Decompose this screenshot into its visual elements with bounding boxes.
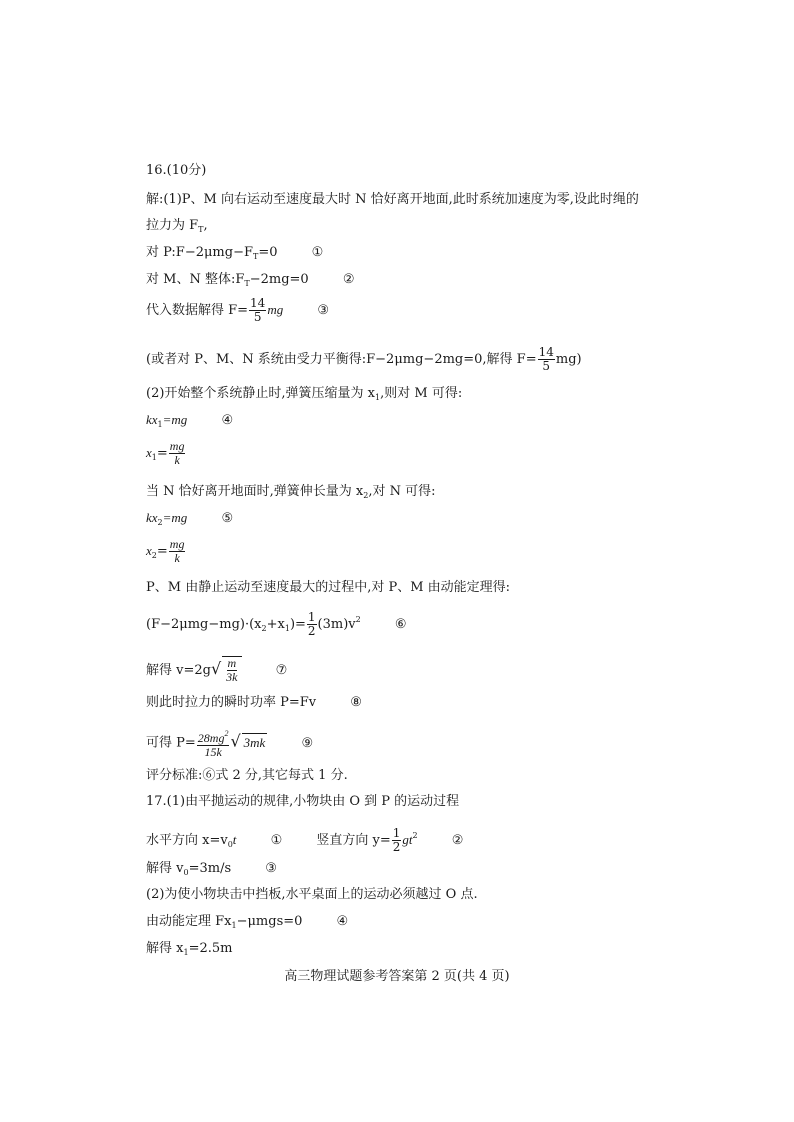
- h-pre: 水平方向 x=v: [146, 833, 228, 848]
- q17-r1: [146, 860, 277, 882]
- x1-eq: =: [156, 446, 168, 461]
- q16-eq5: [146, 509, 233, 532]
- n-text: 当 N 恰好离开地面时,弹簧伸长量为 x: [146, 484, 364, 499]
- eq5-post: =mg: [162, 510, 188, 525]
- r1-pre: 解得 v: [146, 861, 184, 876]
- eq3-fraction: $\frac{14}{5}$: [250, 296, 266, 324]
- eq7-pre: 解得 v=2g: [146, 663, 211, 678]
- x2-pre: x: [146, 543, 152, 558]
- eq6-d: (3m)v: [317, 617, 356, 632]
- p2-text: (2)开始整个系统静止时,弹簧压缩量为 x: [146, 386, 376, 401]
- q17-line1: 17.(1)由平抛运动的规律,小物块由 O 到 P 的运动过程: [146, 794, 460, 809]
- q16-eq2: [146, 271, 354, 293]
- r2-pre: 解得 x: [146, 941, 184, 956]
- eq9-mark: ⑨: [301, 735, 314, 751]
- sqrt-icon: √: [210, 659, 222, 678]
- x1-fraction: $\frac{mg}{k}$: [169, 439, 185, 467]
- q16-x2: [146, 538, 186, 565]
- x2-fraction: $\frac{mg}{k}$: [169, 537, 185, 565]
- eq4-mark: ④: [221, 413, 234, 428]
- q16-eq1: [146, 244, 323, 266]
- p2-post: ,则对 M 可得:: [380, 386, 463, 401]
- x1-sub: 1: [151, 453, 157, 462]
- eq5-mark: ⑤: [221, 511, 234, 526]
- p2-sub: 1: [375, 393, 381, 402]
- eq2-sub: T: [244, 279, 250, 288]
- eq6-s1: 1: [284, 624, 290, 633]
- eq6-s2: 2: [261, 624, 267, 633]
- eq7-fraction: $\frac{m}{3k}$: [226, 656, 238, 684]
- eq1-sub: T: [253, 252, 259, 261]
- e4-post: −μmgs=0: [236, 914, 303, 929]
- eq8-mark: ⑧: [350, 695, 362, 710]
- q16-eq8: [146, 694, 362, 712]
- h-mark: ①: [270, 833, 283, 848]
- eq9-pre: 可得 P=: [146, 735, 196, 751]
- eq5-sub: 2: [157, 518, 163, 527]
- eq6-c: )=: [289, 617, 306, 632]
- r2-post: =2.5m: [188, 941, 233, 956]
- eq6-b: +x: [266, 617, 285, 632]
- q16-line1: 解:(1)P、M 向右运动至速度最大时 N 恰好离开地面,此时系统加速度为零,设此时绳的: [146, 192, 639, 207]
- alt-fraction: $\frac{14}{5}$: [538, 345, 554, 373]
- x1-pre: x: [146, 445, 152, 460]
- e4-pre: 由动能定理 Fx: [146, 914, 232, 929]
- r1-mark: ③: [265, 861, 277, 876]
- q16-eq6: [146, 611, 407, 638]
- e4-mark: ④: [336, 914, 349, 929]
- eq6-sup: 2: [355, 615, 361, 624]
- r2-sub: 1: [183, 948, 189, 957]
- eq6-a: (F−2μmg−mg)·(x: [146, 617, 262, 632]
- q17-part2: (2)为使小物块击中挡板,水平桌面上的运动必须越过 O 点.: [146, 887, 478, 902]
- eq4-pre: kx: [146, 412, 158, 427]
- q16-line2-sub: T: [198, 225, 204, 234]
- q16-line2-text: 拉力为 F: [146, 218, 199, 233]
- eq9-radicand: 3mk: [243, 734, 266, 750]
- q17-eq12: [146, 827, 463, 854]
- eq3-mark: ③: [317, 303, 330, 318]
- v-fraction: $\frac{1}{2}$: [392, 826, 401, 854]
- q17-e4: [146, 913, 348, 935]
- e4-sub: 1: [231, 921, 237, 930]
- q16-header: 16.(10分): [146, 163, 207, 178]
- r1-sub: 0: [183, 868, 189, 877]
- x2-sub: 2: [151, 551, 157, 560]
- q16-n-line: [146, 483, 436, 505]
- n-sub: 2: [363, 491, 369, 500]
- eq7-mark: ⑦: [275, 663, 288, 678]
- q17-r2: [146, 940, 232, 962]
- eq9-fraction: $\frac{28mg^2}{15k}$: [197, 729, 229, 759]
- v-pre: 竖直方向 y=: [316, 833, 391, 848]
- eq3-pre: 代入数据解得 F=: [146, 303, 249, 318]
- eq2-mark: ②: [342, 272, 355, 287]
- q16-eq7: [146, 656, 287, 684]
- q16-line2-end: ,: [203, 218, 208, 233]
- q16-score: 评分标准:⑥式 2 分,其它每式 1 分.: [146, 768, 348, 783]
- alt-pre: (或者对 P、M、N 系统由受力平衡得:F−2μmg−2mg=0,解得 F=: [146, 352, 537, 367]
- x2-eq: =: [156, 544, 168, 559]
- eq6-mark: ⑥: [394, 617, 407, 632]
- v-post: gt: [402, 832, 413, 847]
- eq1-pre: 对 P:F−2μmg−F: [146, 245, 253, 260]
- eq5-pre: kx: [146, 510, 158, 525]
- q16-eq9: [146, 727, 313, 759]
- eq8-text: 则此时拉力的瞬时功率 P=Fv: [146, 695, 317, 710]
- n-post: ,对 N 可得:: [368, 484, 436, 499]
- q16-eq4: [146, 411, 233, 434]
- q16-part2: [146, 385, 462, 407]
- alt-post: mg): [555, 352, 582, 367]
- eq2-post: −2mg=0: [249, 272, 309, 287]
- page-footer: 高三物理试题参考答案第 2 页(共 4 页): [284, 969, 510, 984]
- eq6-fraction: $\frac{1}{2}$: [307, 610, 316, 638]
- q16-alt: [146, 346, 582, 373]
- h-sub: 0: [227, 840, 233, 849]
- q16-eq3: [146, 297, 329, 324]
- eq1-mark: ①: [311, 245, 324, 260]
- q16-pm-line: P、M 由静止运动至速度最大的过程中,对 P、M 由动能定理得:: [146, 580, 511, 595]
- eq2-pre: 对 M、N 整体:F: [146, 272, 245, 287]
- r1-post: =3m/s: [188, 861, 232, 876]
- eq4-post: =mg: [162, 412, 188, 427]
- h-post: t: [232, 832, 237, 847]
- v-mark: ②: [451, 833, 464, 848]
- sqrt-icon: √: [230, 731, 241, 751]
- v-sup: 2: [412, 831, 418, 840]
- q16-line2: [146, 217, 208, 239]
- q16-x1: [146, 440, 186, 467]
- eq3-post: mg: [267, 302, 284, 317]
- eq4-sub: 1: [157, 420, 163, 429]
- eq1-post: =0: [258, 245, 278, 260]
